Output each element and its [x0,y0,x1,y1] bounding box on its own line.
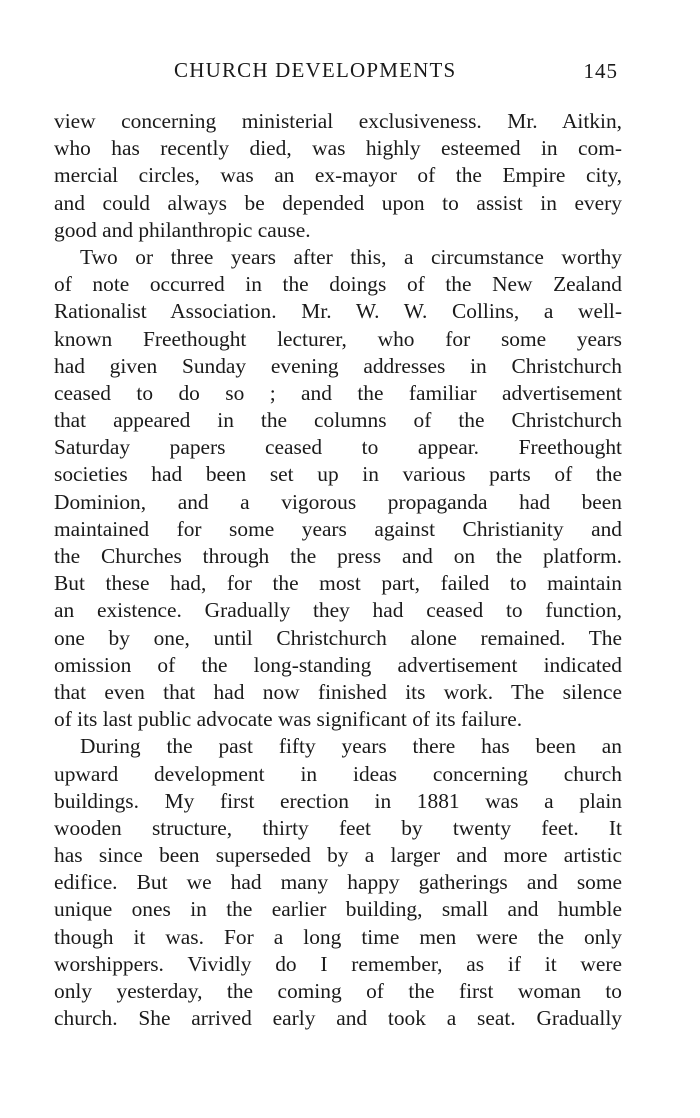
text-line: has since been superseded by a larger and more artistic [54,843,622,868]
text-line: mercial circles, was an ex-mayor of the Empire city, [54,163,622,188]
text-line: Two or three years after this, a circumstance worthy [80,244,622,269]
text-line: ceased to do so ; and the familiar advertisement [54,380,622,405]
text-line: omission of the long-standing advertisement indicated [54,652,622,677]
text-line: Saturday papers ceased to appear. Freethought [54,435,622,460]
text-line: Rationalist Association. Mr. W. W. Collins, a well- [54,299,622,324]
text-line: But these had, for the most part, failed to maintain [54,571,622,596]
text-line: that even that had now finished its work. The silence [54,679,622,704]
text-line: of note occurred in the doings of the New Zealand [54,272,622,297]
text-line: Dominion, and a vigorous propaganda had been [54,489,622,514]
body-text [54,108,622,1032]
text-line: had given Sunday evening addresses in Christchurch [54,353,622,378]
text-line: edifice. But we had many happy gatherings and some [54,870,622,895]
text-line: and could always be depended upon to assist in every [54,190,622,215]
text-line: only yesterday, the coming of the first woman to [54,979,622,1003]
text-line: good and philanthropic cause. [54,217,311,242]
text-line: though it was. For a long time men were the only [54,924,622,949]
text-line: known Freethought lecturer, who for some years [54,326,622,351]
text-line: the Churches through the press and on the platform. [54,544,622,568]
text-line: upward development in ideas concerning church [54,761,622,786]
running-title: CHURCH DEVELOPMENTS [174,58,457,82]
running-head [54,58,622,90]
text-line: societies had been set up in various parts of the [54,462,622,487]
text-line: that appeared in the columns of the Christchurch [54,408,622,433]
text-line: maintained for some years against Christianity and [54,516,622,541]
text-line: unique ones in the earlier building, small and humble [54,897,622,922]
text-line: an existence. Gradually they had ceased to function, [54,598,622,623]
text-line: of its last public advocate was significant of its failure. [54,707,523,732]
text-line: worshippers. Vividly do I remember, as if it were [54,951,622,976]
text-line: church. She arrived early and took a seat. Gradually [54,1006,622,1031]
page-number: 145 [583,59,618,83]
text-line: wooden structure, thirty feet by twenty feet. It [54,815,622,840]
text-line: one by one, until Christchurch alone remained. The [54,625,622,650]
text-line: who has recently died, was highly esteemed in com- [54,136,622,161]
text-line: buildings. My first erection in 1881 was a plain [54,788,622,813]
text-line: During the past fifty years there has been an [80,734,622,759]
text-line: view concerning ministerial exclusiveness. Mr. Aitkin, [54,109,622,133]
